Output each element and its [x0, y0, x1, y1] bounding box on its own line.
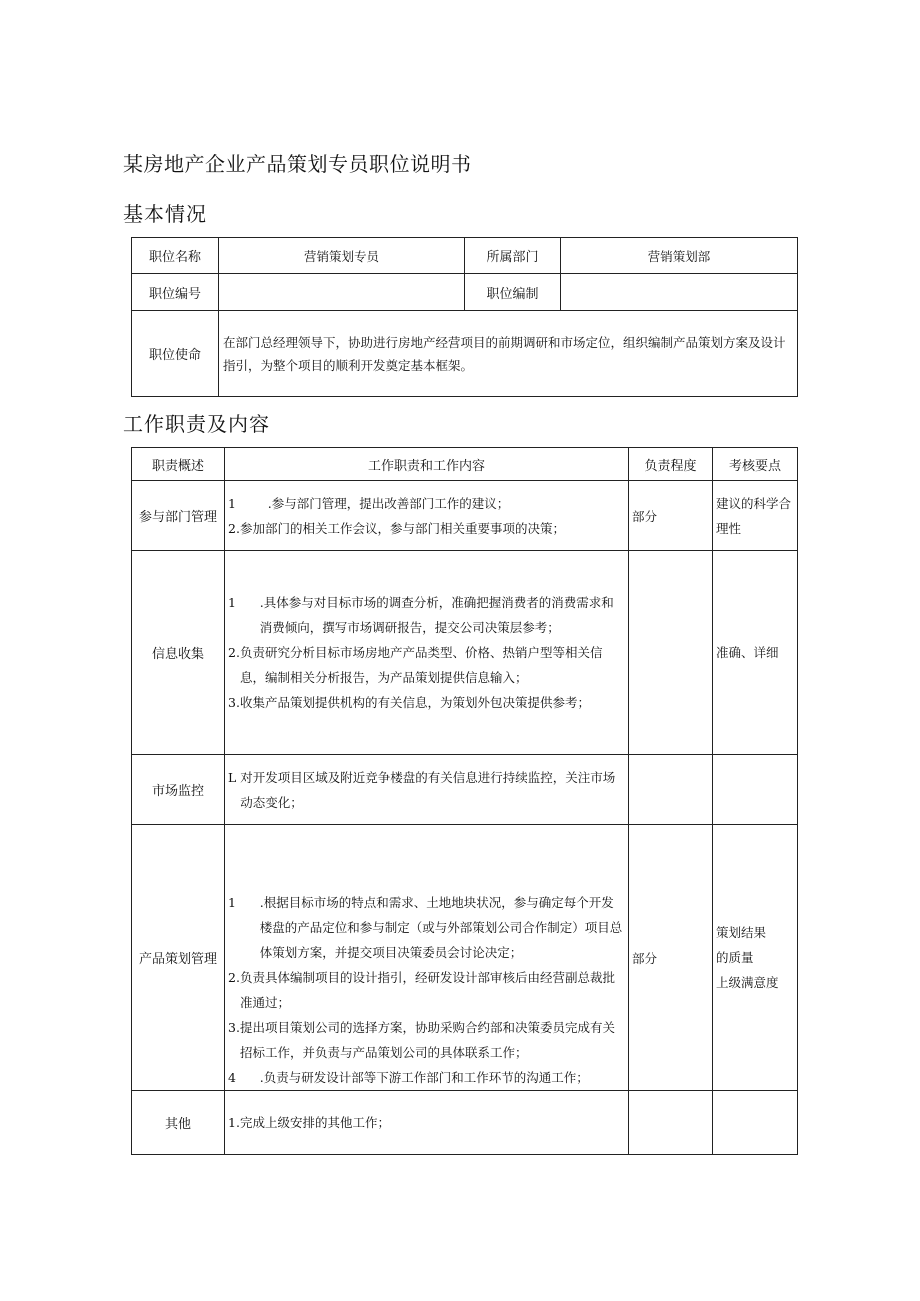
- position-name-label: 职位名称: [132, 238, 219, 274]
- position-code-label: 职位编号: [132, 274, 219, 311]
- table-row: [132, 755, 798, 825]
- duty-item: 3. 提出项目策划公司的选择方案，协助采购合约部和决策委员完成有关招标工作，并负责与产品策划公司的具体联系工作；: [228, 1020, 615, 1060]
- duty-summary: 产品策划管理: [132, 825, 225, 1091]
- duty-content: [225, 551, 629, 755]
- department-value: 营销策划部: [561, 238, 798, 274]
- duty-eval: [713, 755, 798, 825]
- headcount-value: [561, 274, 798, 311]
- position-name-value: 营销策划专员: [219, 238, 465, 274]
- duty-eval: [713, 1091, 798, 1155]
- duty-item: 2. 参加部门的相关工作会议，参与部门相关重要事项的决策；: [228, 520, 565, 536]
- duty-content: [225, 755, 629, 825]
- duty-summary: 参与部门管理: [132, 481, 225, 551]
- header-content: 工作职责和工作内容: [225, 448, 629, 481]
- table-row: [132, 1091, 798, 1155]
- duty-degree: [629, 1091, 713, 1155]
- duty-content: [225, 481, 629, 551]
- mission-text: 在部门总经理领导下，协助进行房地产经营项目的前期调研和市场定位，组织编制产品策划方案及设计指引，为整个项目的顺利开发奠定基本框架。: [219, 311, 798, 397]
- duty-degree: [629, 551, 713, 755]
- table-row: [132, 481, 798, 551]
- duty-degree: 部分: [629, 825, 713, 1091]
- duty-degree: 部分: [629, 481, 713, 551]
- header-summary: 职责概述: [132, 448, 225, 481]
- duty-content: [225, 825, 629, 1091]
- headcount-label: 职位编制: [465, 274, 561, 311]
- duty-item: 1 .具体参与对目标市场的调查分析，准确把握消费者的消费需求和消费倾向，撰写市场调研报告，提交公司决策层参考；: [228, 595, 614, 635]
- duties-table: [131, 447, 798, 1155]
- position-code-value: [219, 274, 465, 311]
- duty-content: [225, 1091, 629, 1155]
- duty-item: 2. 负责具体编制项目的设计指引，经研发设计部审核后由经营副总裁批准通过；: [228, 970, 615, 1010]
- duty-eval: 策划结果 的质量 上级满意度: [713, 825, 798, 1091]
- section-title-duties: 工作职责及内容: [123, 412, 270, 436]
- mission-label: 职位使命: [132, 311, 219, 397]
- basic-info-table: [131, 237, 798, 397]
- duty-item: 1 .参与部门管理，提出改善部门工作的建议；: [228, 495, 510, 511]
- header-degree: 负责程度: [629, 448, 713, 481]
- duty-item: 3. 收集产品策划提供机构的有关信息，为策划外包决策提供参考；: [228, 695, 590, 710]
- duty-degree: [629, 755, 713, 825]
- duty-summary: 信息收集: [132, 551, 225, 755]
- duty-item: L 对开发项目区域及附近竞争楼盘的有关信息进行持续监控，关注市场动态变化；: [228, 769, 616, 810]
- section-title-basic: 基本情况: [123, 202, 207, 226]
- duty-summary: 市场监控: [132, 755, 225, 825]
- duty-item: 1. 完成上级安排的其他工作；: [228, 1115, 390, 1130]
- department-label: 所属部门: [465, 238, 561, 274]
- document-title: 某房地产企业产品策划专员职位说明书: [123, 152, 472, 176]
- duty-eval: 准确、详细: [713, 551, 798, 755]
- duty-item: 1 .根据目标市场的特点和需求、土地地块状况，参与确定每个开发楼盘的产品定位和参与制定（或与外部策划公司合作制定）项目总体策划方案，并提交项目决策委员会讨论决定；: [228, 895, 623, 960]
- duty-eval: 建议的科学合 理性: [713, 481, 798, 551]
- table-row: [132, 825, 798, 1091]
- header-eval: 考核要点: [713, 448, 798, 481]
- table-row: [132, 551, 798, 755]
- duty-summary: 其他: [132, 1091, 225, 1155]
- duty-item: 4 .负责与研发设计部等下游工作部门和工作环节的沟通工作；: [228, 1070, 589, 1085]
- duty-item: 2. 负责研究分析目标市场房地产产品类型、价格、热销户型等相关信息，编制相关分析报告，为产品策划提供信息输入；: [228, 645, 603, 685]
